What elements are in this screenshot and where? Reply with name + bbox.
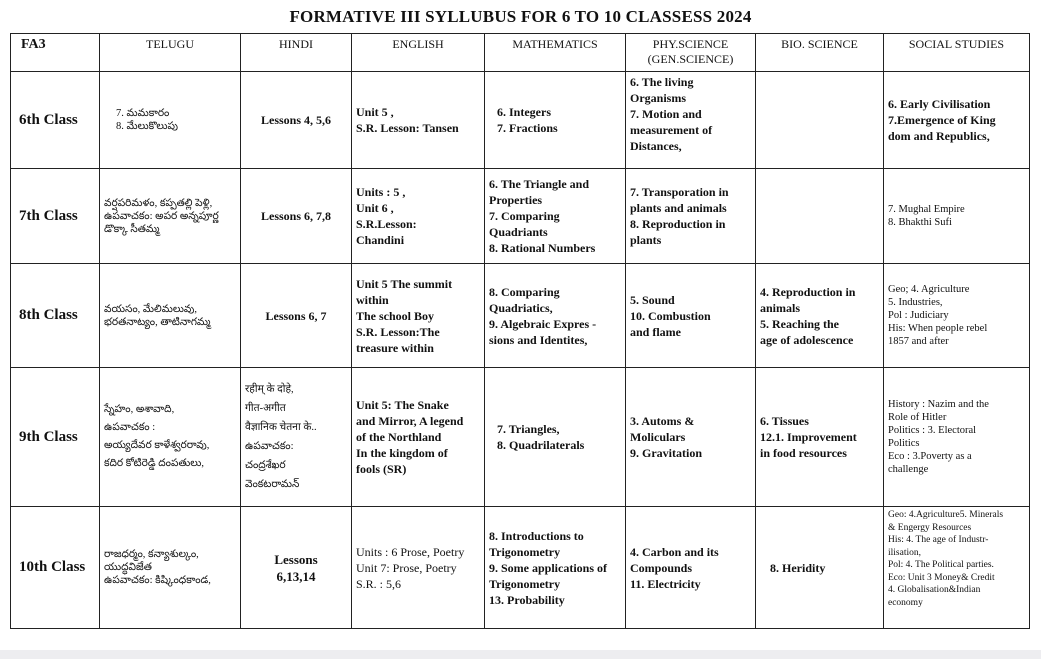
cell-mathematics: 8. Introductions to Trigonometry 9. Some applications of Trigonometry 13. Probability	[485, 507, 626, 629]
cell-english: Unit 5 The summit within The school Boy S.R. Lesson:The treasure within	[352, 264, 485, 368]
header-phy-science: PHY.SCIENCE (GEN.SCIENCE)	[626, 34, 756, 72]
row-label: 8th Class	[11, 264, 100, 368]
table-row	[11, 264, 1030, 368]
row-label: 7th Class	[11, 169, 100, 264]
cell-hindi: Lessons 6, 7	[241, 264, 352, 368]
cell-hindi: Lessons 4, 5,6	[241, 72, 352, 169]
cell-phy-science: 6. The living Organisms 7. Motion and measurement of Distances,	[626, 72, 756, 169]
cell-bio-science: 8. Heridity	[756, 507, 884, 629]
cell-social-studies: Geo; 4. Agriculture 5. Industries, Pol : Judiciary His: When people rebel 1857 and after	[884, 264, 1030, 368]
cell-social-studies: Geo: 4.Agriculture5. Minerals & Engergy Resources His: 4. The age of Industr- ilisation, Pol: 4. The Political parties. Eco: Unit 3 Money& Credit 4. Globalisation&Indian economy	[884, 507, 1030, 629]
bottom-bar	[0, 650, 1041, 659]
header-mathematics: MATHEMATICS	[485, 34, 626, 72]
cell-telugu: రాజధర్మం, కన్యాశుల్కం, యుద్ధవిజేత ఉపవాచకం: కిష్కింధకాండ,	[100, 507, 241, 629]
table-row	[11, 368, 1030, 507]
header-social-studies: SOCIAL STUDIES	[884, 34, 1030, 72]
cell-mathematics: 6. The Triangle and Properties 7. Comparing Quadriants 8. Rational Numbers	[485, 169, 626, 264]
cell-social-studies: 7. Mughal Empire 8. Bhakthi Sufi	[884, 169, 1030, 264]
table-row	[11, 507, 1030, 629]
header-corner: FA3	[11, 34, 100, 72]
cell-social-studies: History : Nazim and the Role of Hitler Politics : 3. Electoral Politics Eco : 3.Poverty as a challenge	[884, 368, 1030, 507]
cell-english: Units : 6 Prose, Poetry Unit 7: Prose, Poetry S.R. : 5,6	[352, 507, 485, 629]
cell-social-studies: 6. Early Civilisation 7.Emergence of King dom and Republics,	[884, 72, 1030, 169]
cell-bio-science: 6. Tissues 12.1. Improvement in food resources	[756, 368, 884, 507]
cell-mathematics: 6. Integers 7. Fractions	[485, 72, 626, 169]
cell-english: Units : 5 , Unit 6 , S.R.Lesson: Chandini	[352, 169, 485, 264]
cell-phy-science: 3. Automs & Moliculars 9. Gravitation	[626, 368, 756, 507]
cell-mathematics: 7. Triangles, 8. Quadrilaterals	[485, 368, 626, 507]
cell-english: Unit 5 , S.R. Lesson: Tansen	[352, 72, 485, 169]
cell-phy-science: 5. Sound 10. Combustion and flame	[626, 264, 756, 368]
header-telugu: TELUGU	[100, 34, 241, 72]
row-label: 9th Class	[11, 368, 100, 507]
cell-mathematics: 8. Comparing Quadriatics, 9. Algebraic Expres - sions and Identites,	[485, 264, 626, 368]
cell-telugu: వయసం, మేలిమలువు, భరతనాట్యం, తాటినాగమ్మ	[100, 264, 241, 368]
syllabus-table	[10, 33, 1030, 629]
header-english: ENGLISH	[352, 34, 485, 72]
header-bio-science: BIO. SCIENCE	[756, 34, 884, 72]
header-hindi: HINDI	[241, 34, 352, 72]
page-title: FORMATIVE III SYLLUBUS FOR 6 TO 10 CLASSESS 2024	[289, 7, 752, 26]
cell-phy-science: 4. Carbon and its Compounds 11. Electricity	[626, 507, 756, 629]
cell-telugu: 7. మమకారం 8. మేలుకొలుపు	[100, 72, 241, 169]
cell-bio-science: 4. Reproduction in animals 5. Reaching the age of adolescence	[756, 264, 884, 368]
row-label: 6th Class	[11, 72, 100, 169]
cell-hindi: Lessons 6,13,14	[241, 507, 352, 629]
cell-bio-science	[756, 72, 884, 169]
cell-phy-science: 7. Transporation in plants and animals 8. Reproduction in plants	[626, 169, 756, 264]
cell-bio-science	[756, 169, 884, 264]
header-row	[11, 34, 1030, 72]
row-label: 10th Class	[11, 507, 100, 629]
cell-telugu: స్నేహం, అశావాది, ఉపవాచకం : అయ్యదేవర కాళేశ్వరరావు, కదిర కోటిరెడ్డి దంపతులు,	[100, 368, 241, 507]
cell-english: Unit 5: The Snake and Mirror, A legend of the Northland In the kingdom of fools (SR)	[352, 368, 485, 507]
table-row	[11, 169, 1030, 264]
cell-hindi: Lessons 6, 7,8	[241, 169, 352, 264]
cell-telugu: వర్షపరిమళం, కప్పతల్లి పెళ్లి, ఉపవాచకం: అపర అన్నపూర్ణ డొక్కా సీతమ్మ	[100, 169, 241, 264]
cell-hindi: रहीम् के दोहे, गीत-अगीत वैज्ञानिक चेतना के.. ఉపవాచకం: చంద్రశేఖర వెంకటరామన్	[241, 368, 352, 507]
table-row	[11, 72, 1030, 169]
